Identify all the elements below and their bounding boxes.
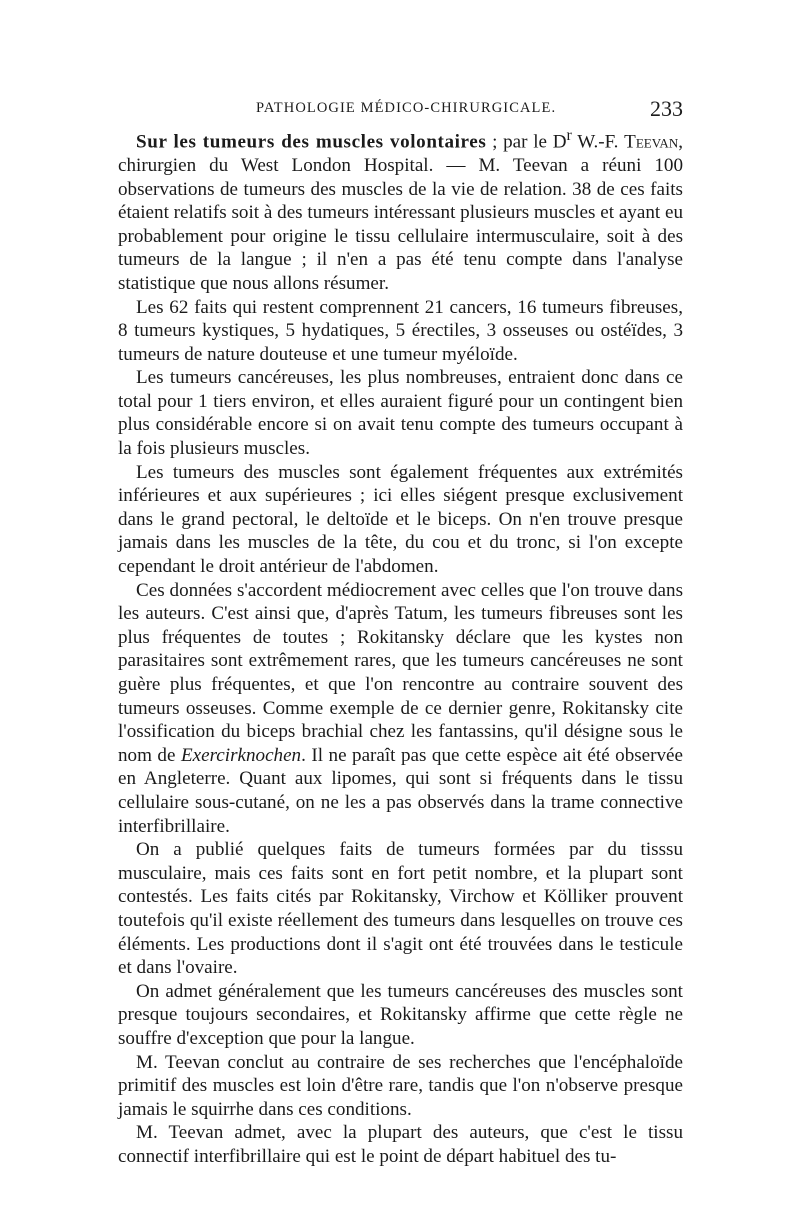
paragraph-7: On admet généralement que les tumeurs cancéreuses des muscles sont presque toujours secondaires, et Rokitansky affirme que cette règle ne souffre d'exception que pour la langue.: [118, 980, 683, 1049]
heading-suffix: ; par le D: [486, 131, 567, 153]
paragraph-5-end: . Il ne paraît pas que cette espèce ait été observée en Angleterre. Quant aux lipomes, qui sont si fréquents dans le tissu cellulaire sous-cutané, on ne les a pas observés dans la trame connective interfibrillaire.: [118, 744, 684, 837]
running-title: PATHOLOGIE MÉDICO-CHIRURGICALE.: [256, 100, 557, 116]
running-head: [118, 96, 683, 122]
article-body: [118, 124, 683, 1168]
article-heading: Sur les tumeurs des muscles volontaires: [136, 131, 487, 153]
paragraph-9: M. Teevan admet, avec la plupart des auteurs, que c'est le tissu connectif interfibrillaire qui est le point de départ habituel des tu-: [118, 1122, 683, 1167]
italic-term: Exercirknochen: [180, 744, 302, 766]
paragraph-3: Les tumeurs cancéreuses, les plus nombreuses, entraient donc dans ce total pour 1 tiers environ, et elles auraient figuré pour un contingent bien plus considérable encore si on avait tenu compte des tumeurs occupant à la fois plusieurs muscles.: [118, 367, 683, 460]
paragraph-intro: [118, 124, 683, 296]
author-surname: Teevan: [624, 131, 679, 153]
paragraph-6: On a publié quelques faits de tumeurs formées par du tisssu musculaire, mais ces faits sont en fort petit nombre, et la plupart sont contestés. Les faits cités par Rokitansky, Virchow et Kölliker prouvent toutefois qu'il existe réellement des tumeurs dans lesquelles on trouve ces éléments. Les productions dont il s'agit ont été trouvées dans le testicule et dans l'ovaire.: [118, 839, 683, 979]
paragraph-4: Les tumeurs des muscles sont également fréquentes aux extrémités inférieures et aux supérieures ; ici elles siégent presque exclusivement dans le grand pectoral, le deltoïde et le biceps. On n'en trouve presque jamais dans les muscles de la tête, du cou et du tronc, si l'on excepte cependant le droit antérieur de l'abdomen.: [118, 461, 683, 578]
paragraph-2: Les 62 faits qui restent comprennent 21 cancers, 16 tumeurs fibreuses, 8 tumeurs kystiques, 5 hydatiques, 5 érectiles, 3 osseuses ou ostéïdes, 3 tumeurs de nature douteuse et une tumeur myéloïde.: [118, 296, 683, 365]
paragraph-5: [118, 579, 683, 839]
paragraph-5-start: Ces données s'accordent médiocrement avec celles que l'on trouve dans les auteurs. C'est ainsi que, d'après Tatum, les tumeurs fibreuses sont les plus fréquentes de toutes ; Rokitansky déclare que les kystes non parasitaires sont extrêmement rares, que les tumeurs cancéreuses ne sont guère plus fréquentes, et que l'on rencontre au contraire souvent des tumeurs osseuses. Comme exemple de ce dernier genre, Rokitansky cite l'ossification du biceps brachial chez les fantassins, qu'il désigne sous le nom de: [118, 579, 683, 766]
author-prefix: W.-F.: [571, 131, 625, 153]
paragraph-8: M. Teevan conclut au contraire de ses recherches que l'encéphaloïde primitif des muscles est loin d'être rare, tandis que l'on n'observe presque jamais le squirrhe dans ces conditions.: [118, 1051, 683, 1120]
intro-text: , chirurgien du West London Hospital. — M. Teevan a réuni 100 observations de tumeurs des muscles de la vie de relation. 38 de ces faits étaient relatifs soit à des tumeurs intéressant plusieurs muscles et ayant eu probablement pour origine le tissu cellulaire intermusculaire, soit à des tumeurs de la langue ; il n'en a pas été tenu compte dans l'analyse statistique que nous allons résumer.: [118, 131, 683, 294]
page-number: 233: [650, 96, 683, 121]
dr-superscript: r: [566, 127, 572, 144]
